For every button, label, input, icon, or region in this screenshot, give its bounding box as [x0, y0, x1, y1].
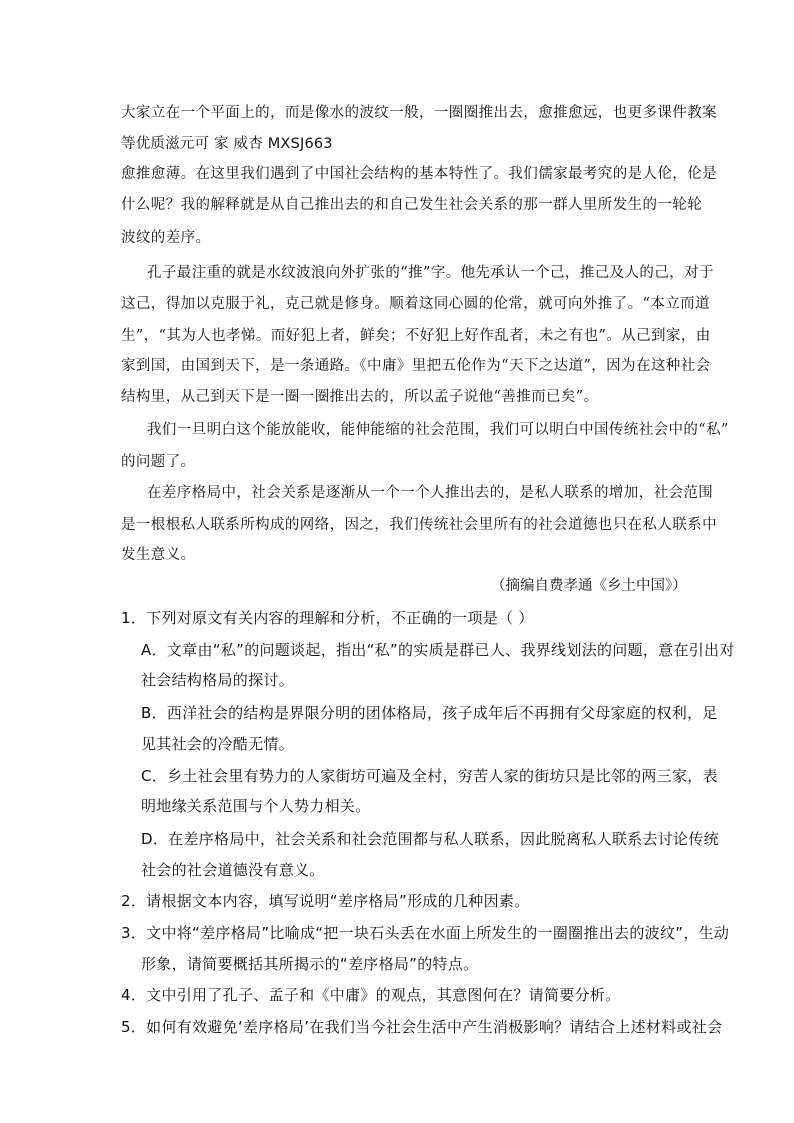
passage-line: 我们一旦明白这个能放能收，能伸能缩的社会范围，我们可以明白中国传统社会中的“私”: [147, 422, 729, 438]
passage-line: 发生意义。: [121, 547, 196, 563]
question-5: 5．如何有效避免‘差序格局’在我们当今社会生活中产生消极影响？请结合上述材料或社会: [121, 1018, 723, 1036]
question-3-cont: 形象，请简要概括其所揭示的“差序格局”的特点。: [141, 955, 479, 973]
question-3: 3．文中将“差序格局”比喻成“把一块石头丢在水面上所发生的一圈圈推出去的波纹”，生动: [121, 924, 730, 942]
passage-line: 孔子最注重的就是水纹波浪向外扩张的“推”字。他先承认一个己，推己及人的己，对于: [147, 265, 714, 281]
passage-line: 结构里，从己到天下是一圈一圈推出去的，所以孟子说他“善推而已矣”。: [121, 389, 599, 405]
passage-line: 生”，“其为人也孝悌。而好犯上者，鲜矣；不好犯上好作乱者，未之有也”。从己到家，由: [121, 328, 711, 344]
passage-line: 在差序格局中，社会关系是逐渐从一个一个人推出去的，是私人联系的增加，社会范围: [147, 485, 714, 501]
option-a: A．文章由“私”的问题谈起，指出“私”的实质是群已人、我界线划法的问题，意在引出对: [141, 641, 735, 659]
passage-line: 家到国，由国到天下，是一条通路。《中庸》里把五伦作为“天下之达道”，因为在这种社会: [121, 358, 711, 374]
passage-line: 大家立在一个平面上的，而是像水的波纹一般，一圈圈推出去，愈推愈远，也更多课件教案: [121, 105, 717, 121]
passage-line: 的问题了。: [121, 454, 196, 470]
option-c-cont: 明地缘关系范围与个人势力相关。: [141, 797, 371, 815]
option-a-cont: 社会结构格局的探讨。: [141, 671, 295, 689]
option-d: D．在差序格局中，社会关系和社会范围都与私人联系，因此脱离私人联系去讨论传统: [141, 830, 719, 848]
option-c: C．乡土社会里有势力的人家街坊可遍及全村，穷苦人家的街坊只是比邻的两三家，表: [141, 767, 718, 785]
option-b: B．西洋社会的结构是界限分明的团体格局，孩子成年后不再拥有父母家庭的权利，足: [141, 704, 718, 722]
passage-line: 波纹的差序。: [121, 230, 211, 246]
passage-line: 是一根根私人联系所构成的网络，因之，我们传统社会里所有的社会道德也只在私人联系中: [121, 517, 717, 533]
question-1: 1．下列对原文有关内容的理解和分析，不正确的一项是（ ）: [121, 609, 534, 627]
question-2: 2．请根据文本内容，填写说明“差序格局”形成的几种因素。: [121, 892, 530, 910]
question-4: 4．文中引用了孔子、孟子和《中庸》的观点，其意图何在？请简要分析。: [121, 986, 621, 1004]
watermark-line: 等优质滋元可 家 威杏 MXSJ663: [121, 136, 333, 152]
passage-source: （摘编自费孝通《乡土中国》）: [491, 578, 687, 594]
passage-line: 什么呢？我的解释就是从自己推出去的和自己发生社会关系的那一群人里所发生的一轮轮: [121, 197, 703, 213]
option-b-cont: 见其社会的冷酷无情。: [141, 735, 295, 753]
passage-line: 愈推愈薄。在这里我们遇到了中国社会结构的基本特性了。我们儒家最考究的是人伦，伦是: [121, 166, 717, 182]
option-d-cont: 社会的社会道德没有意义。: [141, 861, 325, 879]
passage-line: 这己，得加以克服于礼，克己就是修身。顺着这同心圆的伦常，就可向外推了。“本立而道: [121, 296, 710, 312]
